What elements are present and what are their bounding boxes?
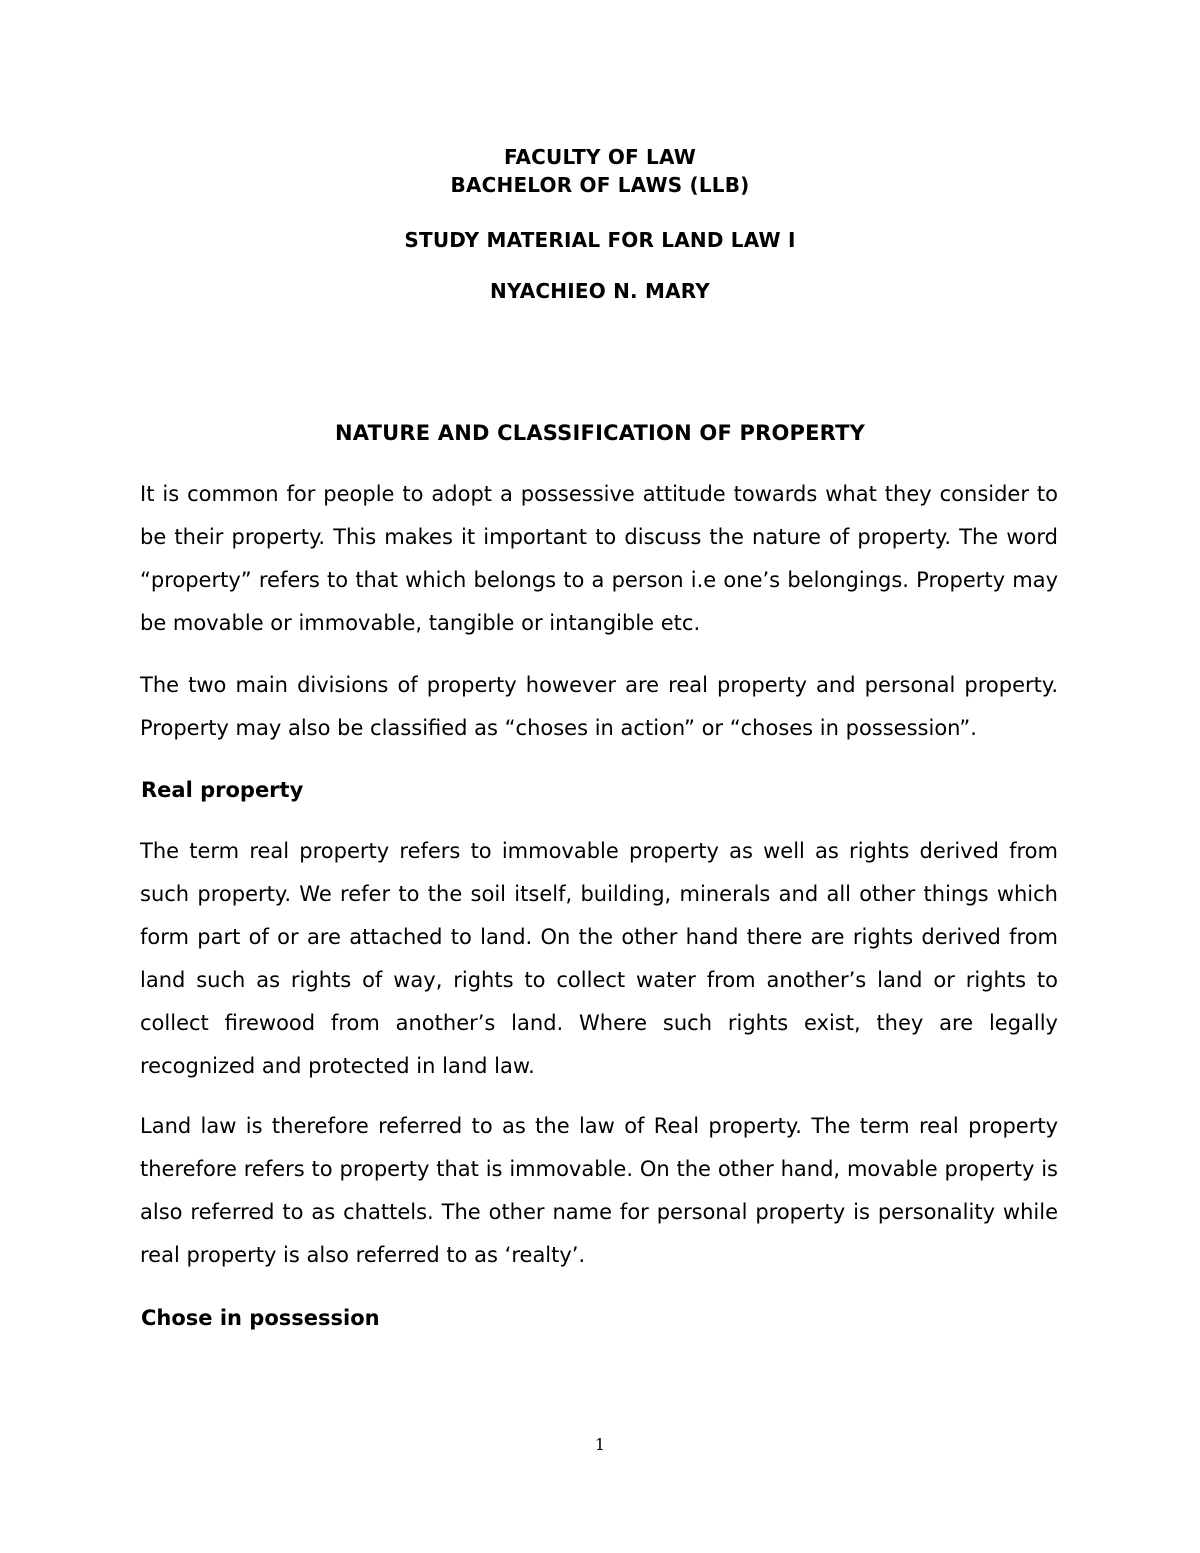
divisions-paragraph: The two main divisions of property however are real property and personal property. Property may also be classified as “choses in action” or “choses in possession”. xyxy=(140,673,1058,740)
page-number: 1 xyxy=(594,1435,606,1454)
author-name: NYACHIEO N. MARY xyxy=(490,279,710,303)
land-law-paragraph: Land law is therefore referred to as the law of Real property. The term real property therefore refers to property that is immovable. On the other hand, movable property is also referred to as chattels. The other name for personal property is personality while real property is also referred to as ‘realty’. xyxy=(140,1114,1058,1267)
section-title: NATURE AND CLASSIFICATION OF PROPERTY xyxy=(334,421,866,445)
real-property-heading: Real property xyxy=(141,778,304,802)
intro-paragraph: It is common for people to adopt a possessive attitude towards what they consider to be their property. This makes it important to discuss the nature of property. The word “property” refers to that which belongs to a person i.e one’s belongings. Property may be movable or immovable, tangible or intangible etc. xyxy=(140,482,1058,635)
faculty-title: FACULTY OF LAW xyxy=(503,145,697,169)
chose-in-possession-heading: Chose in possession xyxy=(141,1306,380,1330)
study-material-title: STUDY MATERIAL FOR LAND LAW I xyxy=(404,228,796,252)
real-property-paragraph: The term real property refers to immovable property as well as rights derived from such property. We refer to the soil itself, building, minerals and all other things which form part of or are attached to land. On the other hand there are rights derived from land such as rights of way, rights to collect water from another’s land or rights to collect firewood from another’s land. Where such rights exist, they are legally recognized and protected in land law. xyxy=(140,839,1058,1078)
degree-title: BACHELOR OF LAWS (LLB) xyxy=(450,173,750,197)
